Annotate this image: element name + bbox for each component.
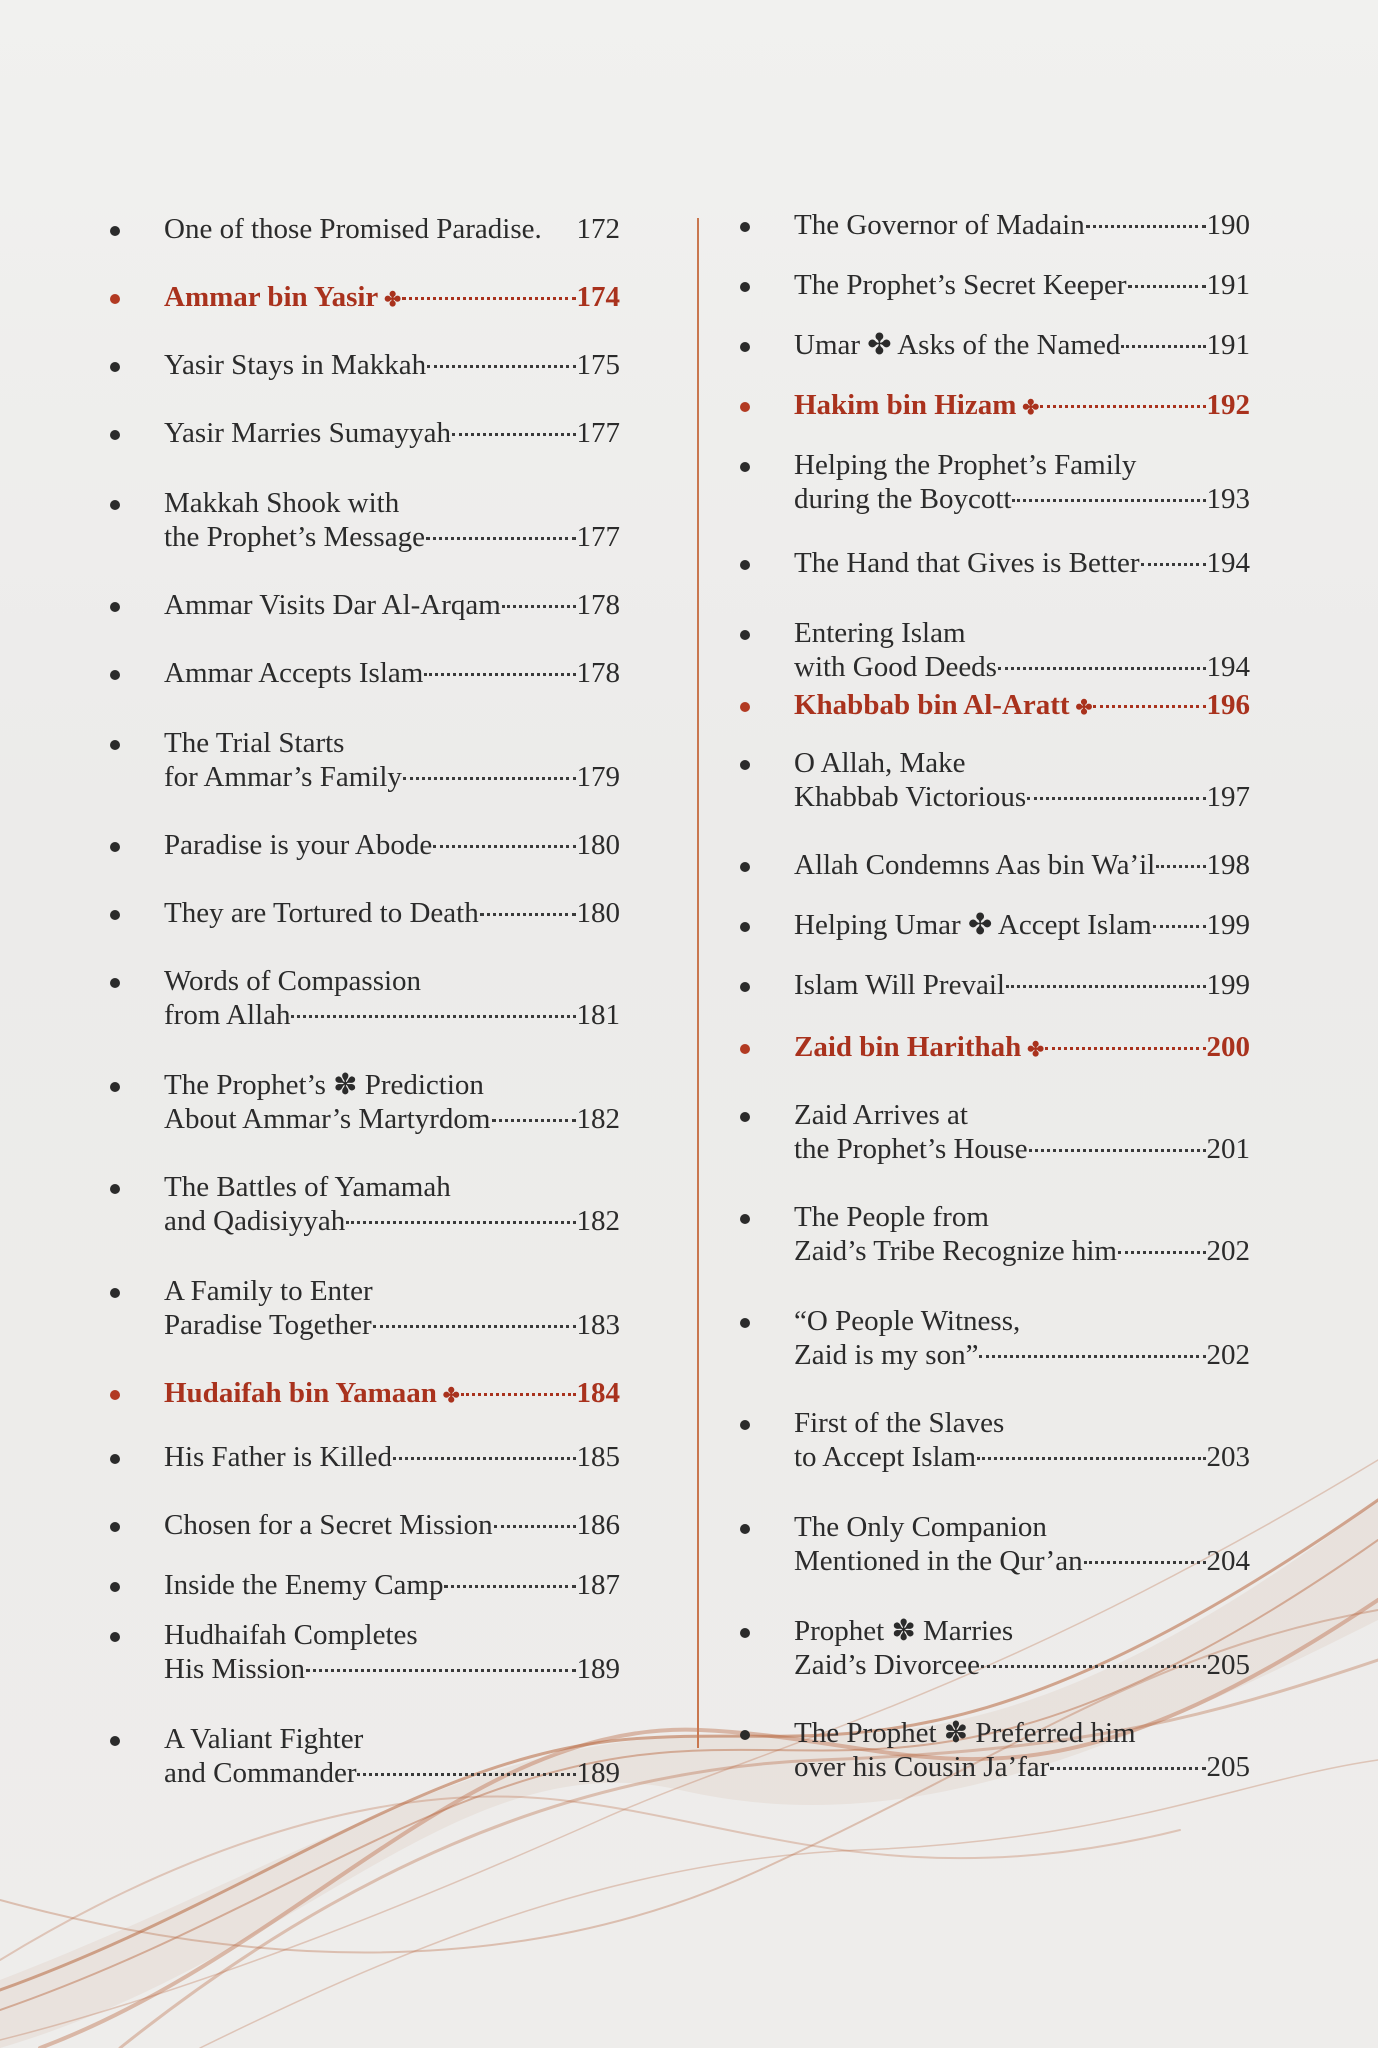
toc-entry-title-line: Ammar bin Yasir: [164, 281, 379, 313]
page-number: 178: [576, 657, 620, 689]
page-number: 177: [576, 417, 620, 449]
toc-entry-title-line: About Ammar’s Martyrdom: [164, 1103, 491, 1135]
bullet-icon: [110, 362, 120, 372]
dot-leader: [1006, 985, 1206, 988]
bullet-icon: [110, 602, 120, 612]
dot-leader: [1141, 563, 1206, 566]
toc-entry-title-line: the Prophet’s House: [794, 1133, 1028, 1165]
page-number: 172: [576, 213, 620, 245]
page-number: 180: [576, 897, 620, 929]
page-number: 194: [1206, 651, 1250, 683]
toc-entry-title-line: Umar ✤ Asks of the Named: [794, 329, 1121, 361]
page-number: 201: [1206, 1133, 1250, 1165]
honorific-icon: ✤: [384, 289, 402, 311]
page-number: 205: [1206, 1649, 1250, 1681]
toc-entry-title-line: The Prophet’s Secret Keeper: [794, 269, 1127, 301]
page-number: 174: [576, 281, 620, 313]
page-number: 177: [576, 521, 620, 553]
toc-entry-title-line: The Governor of Madain: [794, 209, 1085, 241]
page-number: 182: [576, 1205, 620, 1237]
page-number: 202: [1206, 1235, 1250, 1267]
toc-entry-title-line: Ammar Visits Dar Al-Arqam: [164, 589, 501, 621]
bullet-icon: [740, 1318, 750, 1328]
page-number: 184: [576, 1377, 620, 1409]
page-number: 181: [576, 999, 620, 1031]
dot-leader: [981, 1665, 1205, 1668]
toc-entry-title-line: The Prophet’s ✽ Prediction: [164, 1069, 484, 1101]
toc-entry-title-line: Zaid bin Harithah: [794, 1031, 1022, 1063]
bullet-icon: [110, 978, 120, 988]
bullet-icon: [110, 1288, 120, 1298]
toc-entry-title-line: First of the Slaves: [794, 1407, 1005, 1439]
page-number: 203: [1206, 1441, 1250, 1473]
toc-entry-title-line: Zaid’s Divorcee: [794, 1649, 981, 1681]
bullet-icon: [740, 560, 750, 570]
dot-leader: [452, 433, 575, 436]
dot-leader: [402, 297, 575, 300]
bullet-icon: [110, 670, 120, 680]
toc-entry-title-line: and Commander: [164, 1757, 357, 1789]
bullet-icon: [740, 402, 750, 412]
page-number: 189: [576, 1653, 620, 1685]
bullet-icon: [740, 1524, 750, 1534]
dot-leader: [502, 605, 576, 608]
bullet-icon: [110, 1082, 120, 1092]
honorific-icon: ✤: [442, 1385, 460, 1407]
dot-leader: [433, 845, 575, 848]
toc-entry-title-line: Zaid Arrives at: [794, 1099, 968, 1131]
bullet-icon: [740, 1112, 750, 1122]
page-number: 192: [1206, 389, 1250, 421]
page-number: 205: [1206, 1751, 1250, 1783]
toc-entry-title-line: to Accept Islam: [794, 1441, 977, 1473]
bullet-icon: [110, 1390, 120, 1400]
page-number: 200: [1206, 1031, 1250, 1063]
dot-leader: [426, 537, 576, 540]
dot-leader: [1118, 1251, 1206, 1254]
toc-entry-title-line: Mentioned in the Qur’an: [794, 1545, 1083, 1577]
dot-leader: [306, 1669, 575, 1672]
page-number: 182: [576, 1103, 620, 1135]
page-number: 199: [1206, 909, 1250, 941]
toc-entry-title-line: Prophet ✽ Marries: [794, 1615, 1014, 1647]
dot-leader: [373, 1325, 576, 1328]
bullet-icon: [110, 910, 120, 920]
honorific-icon: ✤: [1027, 1039, 1045, 1061]
toc-entry-title-line: The People from: [794, 1201, 989, 1233]
toc-entry-title-line: His Mission: [164, 1653, 306, 1685]
bullet-icon: [740, 1628, 750, 1638]
bullet-icon: [740, 630, 750, 640]
toc-entry-title-line: The Prophet ✽ Preferred him: [794, 1717, 1136, 1749]
toc-entry-title-line: The Trial Starts: [164, 727, 345, 759]
dot-leader: [1045, 1047, 1205, 1050]
toc-entry-title-line: Yasir Stays in Makkah: [164, 349, 427, 381]
page-number: 196: [1206, 689, 1250, 721]
toc-entry-title-line: “O People Witness,: [794, 1305, 1021, 1337]
toc-entry-title-line: They are Tortured to Death: [164, 897, 479, 929]
bullet-icon: [740, 1044, 750, 1054]
page-number: 191: [1206, 329, 1250, 361]
toc-entry-title-line: Helping the Prophet’s Family: [794, 449, 1137, 481]
bullet-icon: [740, 222, 750, 232]
dot-leader: [480, 913, 576, 916]
page-number: 197: [1206, 781, 1250, 813]
page-number: 175: [576, 349, 620, 381]
dot-leader: [1128, 285, 1206, 288]
toc-entry-title-line: The Only Companion: [794, 1511, 1047, 1543]
dot-leader: [403, 777, 576, 780]
toc-entry-title-line: Paradise Together: [164, 1309, 372, 1341]
bullet-icon: [740, 342, 750, 352]
dot-leader: [1050, 1767, 1205, 1770]
page-number: 187: [576, 1569, 620, 1601]
toc-entry-title-line: the Prophet’s Message: [164, 521, 425, 553]
bullet-icon: [110, 430, 120, 440]
dot-leader: [291, 1015, 575, 1018]
toc-entry-title-line: O Allah, Make: [794, 747, 966, 779]
column-divider: [697, 218, 699, 1748]
page-number: 191: [1206, 269, 1250, 301]
toc-entry-title-line: The Battles of Yamamah: [164, 1171, 451, 1203]
toc-entry-title-line: Yasir Marries Sumayyah: [164, 417, 452, 449]
toc-entry-title-line: during the Boycott: [794, 483, 1012, 515]
page-number: 202: [1206, 1339, 1250, 1371]
dot-leader: [1086, 225, 1206, 228]
toc-entry-title-line: for Ammar’s Family: [164, 761, 402, 793]
page-number: 186: [576, 1509, 620, 1541]
page-number: 198: [1206, 849, 1250, 881]
dot-leader: [1029, 1149, 1206, 1152]
toc-entry-title-line: Hakim bin Hizam: [794, 389, 1017, 421]
toc-entry-title-line: His Father is Killed: [164, 1441, 392, 1473]
dot-leader: [977, 1457, 1205, 1460]
bullet-icon: [110, 1632, 120, 1642]
toc-entry-title-line: Allah Condemns Aas bin Wa’il: [794, 849, 1156, 881]
dot-leader: [1084, 1561, 1206, 1564]
toc-entry-title-line: Inside the Enemy Camp: [164, 1569, 444, 1601]
toc-entry-title-line: Makkah Shook with: [164, 487, 400, 519]
toc-entry-title-line: Hudaifah bin Yamaan: [164, 1377, 437, 1409]
page-number: 180: [576, 829, 620, 861]
bullet-icon: [740, 1420, 750, 1430]
toc-entry-title-line: Paradise is your Abode: [164, 829, 433, 861]
toc-entry-title-line: A Family to Enter: [164, 1275, 373, 1307]
toc-entry-title-line: Words of Compassion: [164, 965, 422, 997]
dot-leader: [444, 1585, 575, 1588]
dot-leader: [1027, 797, 1205, 800]
toc-entry-title-line: A Valiant Fighter: [164, 1723, 364, 1755]
bullet-icon: [110, 1736, 120, 1746]
dot-leader: [1153, 925, 1206, 928]
bullet-icon: [110, 1454, 120, 1464]
toc-entry-title-line: over his Cousin Ja’far: [794, 1751, 1050, 1783]
dot-leader: [346, 1221, 575, 1224]
page-number: 178: [576, 589, 620, 621]
bullet-icon: [740, 760, 750, 770]
bullet-icon: [110, 226, 120, 236]
toc-entry-title-line: One of those Promised Paradise.: [164, 213, 542, 245]
dot-leader: [979, 1355, 1205, 1358]
page-number: 194: [1206, 547, 1250, 579]
dot-leader: [494, 1525, 576, 1528]
dot-leader: [998, 667, 1206, 670]
dot-leader: [1040, 405, 1205, 408]
toc-entry-title-line: with Good Deeds: [794, 651, 997, 683]
toc-entry-title-line: from Allah: [164, 999, 291, 1031]
bullet-icon: [110, 740, 120, 750]
page-number: 179: [576, 761, 620, 793]
bullet-icon: [110, 1582, 120, 1592]
dot-leader: [1093, 705, 1205, 708]
toc-entry-title-line: Zaid’s Tribe Recognize him: [794, 1235, 1117, 1267]
bullet-icon: [740, 1214, 750, 1224]
toc-entry-title-line: Khabbab bin Al-Aratt: [794, 689, 1070, 721]
page-number: 204: [1206, 1545, 1250, 1577]
toc-entry-title-line: The Hand that Gives is Better: [794, 547, 1140, 579]
dot-leader: [427, 365, 575, 368]
toc-entry-title-line: Hudhaifah Completes: [164, 1619, 418, 1651]
dot-leader: [1012, 499, 1205, 502]
toc-entry-title-line: Helping Umar ✤ Accept Islam: [794, 909, 1152, 941]
honorific-icon: ✤: [1022, 397, 1040, 419]
bullet-icon: [740, 462, 750, 472]
honorific-icon: ✤: [1075, 697, 1093, 719]
bullet-icon: [110, 294, 120, 304]
bullet-icon: [740, 702, 750, 712]
page-number: 183: [576, 1309, 620, 1341]
bullet-icon: [110, 1184, 120, 1194]
bullet-icon: [740, 862, 750, 872]
dot-leader: [1156, 865, 1205, 868]
bullet-icon: [740, 922, 750, 932]
page-number: 193: [1206, 483, 1250, 515]
page-number: 190: [1206, 209, 1250, 241]
dot-leader: [461, 1393, 576, 1396]
dot-leader: [393, 1457, 576, 1460]
dot-leader: [357, 1773, 575, 1776]
dot-leader: [1121, 345, 1205, 348]
toc-entry-title-line: Khabbab Victorious: [794, 781, 1027, 813]
toc-entry-title-line: Ammar Accepts Islam: [164, 657, 424, 689]
toc-entry-title-line: Zaid is my son”: [794, 1339, 979, 1371]
toc-entry-title-line: and Qadisiyyah: [164, 1205, 346, 1237]
bullet-icon: [110, 500, 120, 510]
dot-leader: [492, 1119, 576, 1122]
bullet-icon: [740, 282, 750, 292]
dot-leader: [424, 673, 575, 676]
page-number: 189: [576, 1757, 620, 1789]
bullet-icon: [110, 1522, 120, 1532]
page-number: 185: [576, 1441, 620, 1473]
bullet-icon: [740, 1730, 750, 1740]
toc-entry-title-line: Chosen for a Secret Mission: [164, 1509, 493, 1541]
page-number: 199: [1206, 969, 1250, 1001]
toc-entry-title-line: Entering Islam: [794, 617, 966, 649]
bullet-icon: [110, 842, 120, 852]
toc-entry-title-line: Islam Will Prevail: [794, 969, 1005, 1001]
bullet-icon: [740, 982, 750, 992]
